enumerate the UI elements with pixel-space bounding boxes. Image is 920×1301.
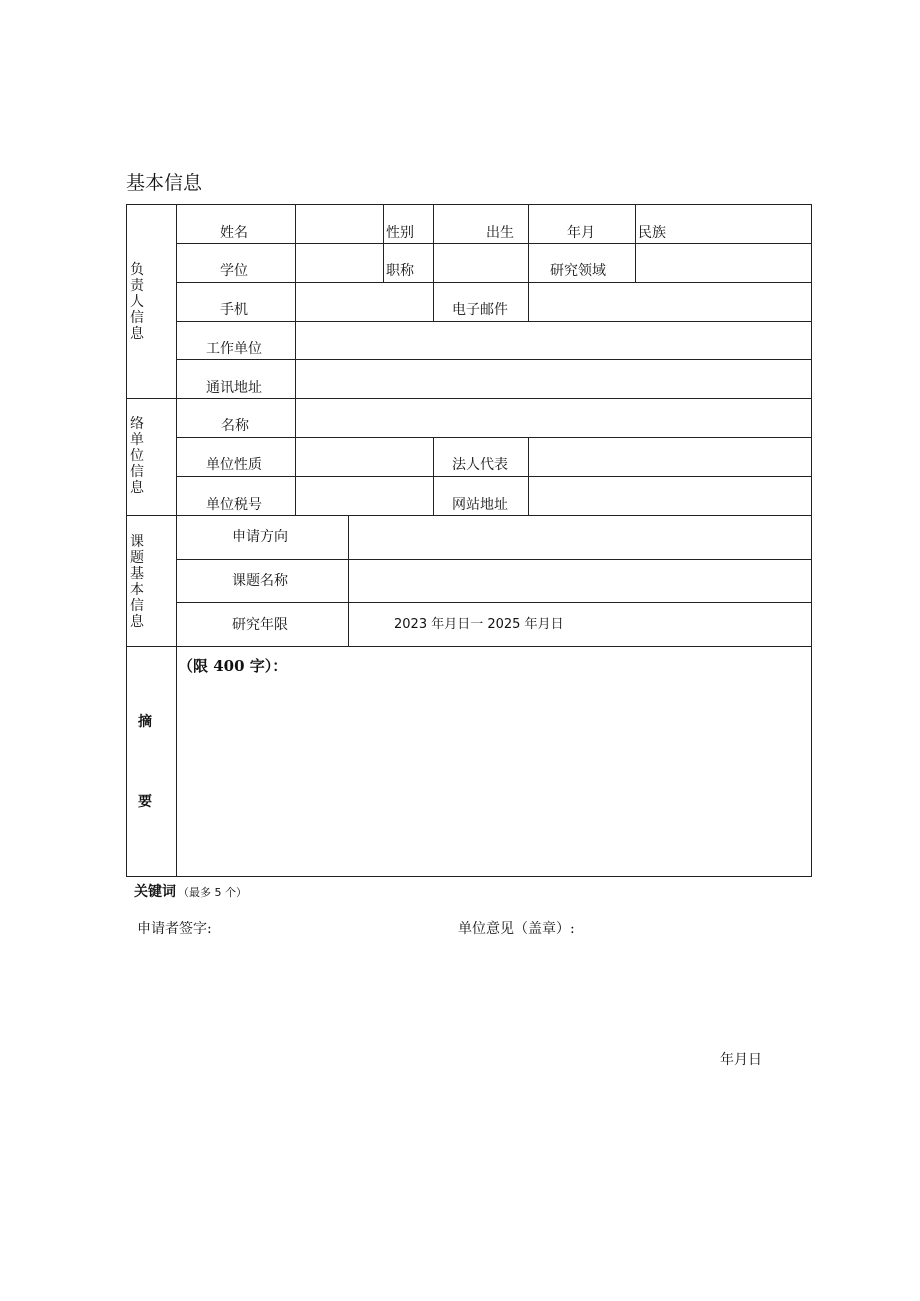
label-birth: 出生 bbox=[486, 225, 514, 241]
label-title: 职称 bbox=[386, 263, 414, 279]
label-ethnicity: 民族 bbox=[638, 225, 666, 241]
section-label-abstract-2: 要 bbox=[138, 794, 152, 810]
label-address: 通讯地址 bbox=[206, 380, 262, 396]
label-tax-no: 单位税号 bbox=[206, 497, 262, 513]
label-email: 电子邮件 bbox=[452, 302, 508, 318]
info-table bbox=[126, 204, 812, 877]
section-label-project: 课 题 基 本 信 息 bbox=[130, 534, 144, 630]
label-direction: 申请方向 bbox=[232, 529, 288, 545]
label-website: 网站地址 bbox=[452, 497, 508, 513]
label-unit-nature: 单位性质 bbox=[206, 457, 262, 473]
applicant-signature-label: 申请者签字: bbox=[137, 921, 212, 937]
label-research-field: 研究领域 bbox=[550, 263, 606, 279]
keywords-label: 关键词 bbox=[134, 884, 176, 900]
label-period: 研究年限 bbox=[232, 617, 288, 633]
section-label-leader: 负 责 人 信 息 bbox=[130, 262, 144, 342]
label-name: 姓名 bbox=[220, 225, 248, 241]
label-topic-name: 课题名称 bbox=[232, 573, 288, 589]
abstract-hint: （限 400 字）： bbox=[178, 657, 288, 675]
page-title: 基本信息 bbox=[126, 172, 203, 194]
section-label-abstract-1: 摘 bbox=[138, 714, 152, 730]
keywords-line bbox=[134, 881, 247, 901]
section-label-unit: 络 单 位 信 息 bbox=[130, 416, 144, 496]
label-year-month: 年月 bbox=[567, 225, 595, 241]
period-value: 2023 年月日一 2025 年月日 bbox=[394, 617, 564, 632]
label-mobile: 手机 bbox=[220, 302, 248, 318]
label-gender: 性别 bbox=[386, 225, 414, 241]
label-unit-name: 名称 bbox=[221, 418, 249, 434]
date-label: 年月日 bbox=[720, 1052, 762, 1068]
label-degree: 学位 bbox=[220, 263, 248, 279]
keywords-note: （最多 5 个） bbox=[178, 886, 247, 899]
label-legal-rep: 法人代表 bbox=[452, 457, 508, 473]
label-work-unit: 工作单位 bbox=[206, 341, 262, 357]
unit-opinion-label: 单位意见（盖章）: bbox=[458, 921, 575, 937]
